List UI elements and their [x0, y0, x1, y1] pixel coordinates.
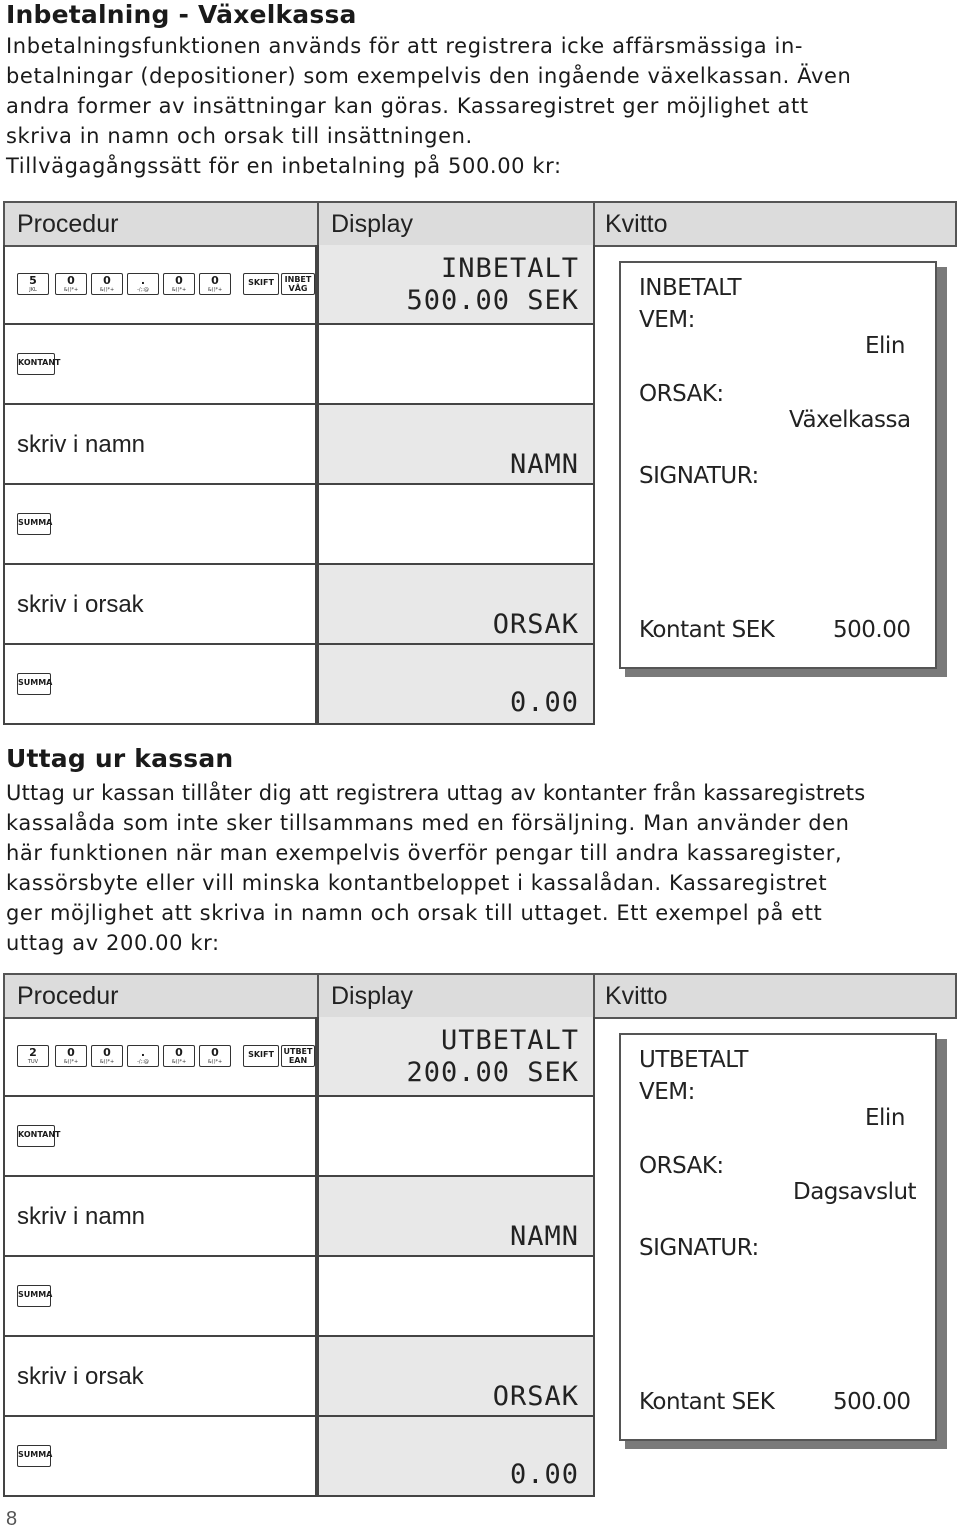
header-display: Display — [331, 982, 413, 1010]
paragraph-line: Uttag ur kassan tillåter dig att registrera uttag av kontanter från kassaregistrets — [6, 781, 866, 805]
procedure-text: skriv i namn — [17, 1203, 146, 1230]
receipt-vem-label: VEM: — [639, 1079, 695, 1105]
display-empty — [317, 325, 595, 405]
display-amount — [317, 1017, 595, 1097]
display-namn — [317, 405, 595, 485]
key-kontant: KONTANT — [17, 353, 55, 375]
display-zero — [317, 645, 595, 725]
display-namn — [317, 1177, 595, 1257]
key-skift: SKIFT — [243, 273, 279, 295]
key-0: 0 &()*+ — [91, 1045, 123, 1067]
display-orsak — [317, 565, 595, 645]
display-empty — [317, 485, 595, 565]
procedure-row-summa — [3, 1257, 317, 1337]
receipt-vem-label: VEM: — [639, 307, 695, 333]
display-line: 0.00 — [509, 1459, 579, 1490]
receipt — [619, 261, 951, 691]
paragraph-line: kassalåda som inte sker tillsammans med en försäljning. Man använder den — [6, 811, 850, 835]
receipt-title: INBETALT — [639, 275, 741, 301]
procedure-row-summa — [3, 485, 317, 565]
section-title-uttag: Uttag ur kassan — [6, 744, 234, 773]
key-summa: SUMMA — [17, 1445, 51, 1467]
key-0: 0 &()*+ — [55, 1045, 87, 1067]
receipt-kontant-label: Kontant SEK — [639, 617, 775, 643]
display-line: UTBETALT — [440, 1025, 579, 1056]
receipt-signatur-label: SIGNATUR: — [639, 463, 759, 489]
receipt-vem-value: Elin — [865, 333, 905, 359]
receipt-kontant-value: 500.00 — [833, 1389, 911, 1415]
procedure-row-amount — [3, 1017, 317, 1097]
receipt-title: UTBETALT — [639, 1047, 748, 1073]
page-number: 8 — [6, 1508, 18, 1530]
procedure-text: skriv i orsak — [17, 1363, 144, 1390]
inbetalning-description — [6, 31, 954, 181]
paragraph-line: betalningar (depositioner) som exempelvis den ingående växelkassan. Även — [6, 64, 852, 88]
procedure-row-kontant — [3, 1097, 317, 1177]
key-kontant: KONTANT — [17, 1125, 55, 1147]
key-summa: SUMMA — [17, 513, 51, 535]
key-summa: SUMMA — [17, 673, 51, 695]
receipt-orsak-value: Växelkassa — [789, 407, 911, 433]
procedure-row-namn — [3, 1177, 317, 1257]
header-kvitto: Kvitto — [605, 982, 668, 1010]
header-procedur: Procedur — [17, 210, 119, 238]
receipt-orsak-value: Dagsavslut — [793, 1179, 917, 1205]
display-orsak — [317, 1337, 595, 1417]
key-utbet-ean: UTBET EAN — [281, 1045, 315, 1067]
display-line: NAMN — [509, 1221, 579, 1252]
receipt — [619, 1033, 951, 1463]
key-0: 0 &()*+ — [55, 273, 87, 295]
key-2: 2 TUV — [17, 1045, 49, 1067]
receipt-paper — [619, 1033, 937, 1441]
key-0: 0 &()*+ — [199, 1045, 231, 1067]
header-display: Display — [331, 210, 413, 238]
section-title-inbetalning: Inbetalning - Växelkassa — [6, 0, 357, 29]
header-procedur: Procedur — [17, 982, 119, 1010]
receipt-paper — [619, 261, 937, 669]
receipt-orsak-label: ORSAK: — [639, 381, 724, 407]
key-0: 0 &()*+ — [91, 273, 123, 295]
receipt-vem-value: Elin — [865, 1105, 905, 1131]
key-inbet-vag: INBET VÅG — [281, 273, 315, 295]
paragraph-line: Inbetalningsfunktionen används för att registrera icke affärsmässiga in- — [6, 34, 804, 58]
key-summa: SUMMA — [17, 1285, 51, 1307]
key-0: 0 &()*+ — [199, 273, 231, 295]
display-line: NAMN — [509, 449, 579, 480]
table-header — [3, 201, 957, 247]
key-0: 0 &()*+ — [163, 1045, 195, 1067]
key-decimal: . -/;:@ — [127, 273, 159, 295]
procedure-row-amount — [3, 245, 317, 325]
procedure-row-orsak — [3, 565, 317, 645]
procedure-text: skriv i namn — [17, 431, 146, 458]
paragraph-line: andra former av insättningar kan göras. Kassaregistret ger möjlighet att — [6, 94, 809, 118]
key-decimal: . -/;:@ — [127, 1045, 159, 1067]
display-line: 200.00 SEK — [406, 1057, 579, 1088]
inbetalning-procedure-table — [3, 201, 955, 731]
display-amount — [317, 245, 595, 325]
display-line: ORSAK — [492, 609, 579, 640]
uttag-procedure-table — [3, 973, 955, 1503]
display-line: ORSAK — [492, 1381, 579, 1412]
procedure-row-summa — [3, 1417, 317, 1497]
display-empty — [317, 1097, 595, 1177]
display-line: INBETALT — [440, 253, 579, 284]
procedure-row-kontant — [3, 325, 317, 405]
display-line: 500.00 SEK — [406, 285, 579, 316]
key-5: 5 JKL — [17, 273, 49, 295]
paragraph-line: kassörsbyte eller vill minska kontantbeloppet i kassalådan. Kassaregistret — [6, 871, 828, 895]
display-empty — [317, 1257, 595, 1337]
key-0: 0 &()*+ — [163, 273, 195, 295]
procedure-text: skriv i orsak — [17, 591, 144, 618]
display-line: 0.00 — [509, 687, 579, 718]
receipt-kontant-label: Kontant SEK — [639, 1389, 775, 1415]
uttag-description — [6, 778, 954, 958]
display-zero — [317, 1417, 595, 1497]
receipt-kontant-value: 500.00 — [833, 617, 911, 643]
procedure-row-orsak — [3, 1337, 317, 1417]
table-header — [3, 973, 957, 1019]
receipt-signatur-label: SIGNATUR: — [639, 1235, 759, 1261]
paragraph-line: ger möjlighet att skriva in namn och orsak till uttaget. Ett exempel på ett — [6, 901, 823, 925]
paragraph-line: Tillvägagångssätt för en inbetalning på 500.00 kr: — [6, 154, 562, 178]
header-kvitto: Kvitto — [605, 210, 668, 238]
paragraph-line: uttag av 200.00 kr: — [6, 931, 220, 955]
receipt-orsak-label: ORSAK: — [639, 1153, 724, 1179]
paragraph-line: skriva in namn och orsak till insättningen. — [6, 124, 473, 148]
procedure-row-summa — [3, 645, 317, 725]
paragraph-line: här funktionen när man exempelvis överför pengar till andra kassaregister, — [6, 841, 843, 865]
procedure-row-namn — [3, 405, 317, 485]
key-skift: SKIFT — [243, 1045, 279, 1067]
